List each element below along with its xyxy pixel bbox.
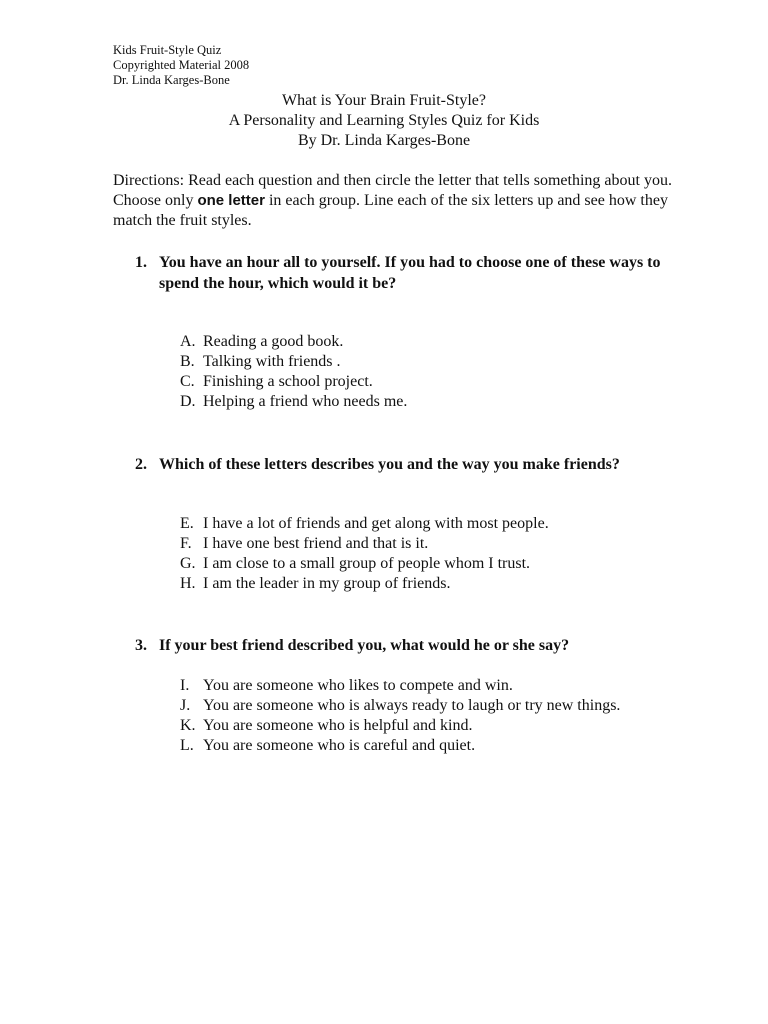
document-subtitle: A Personality and Learning Styles Quiz for Kids [228, 112, 540, 129]
directions-emphasis: one letter [197, 192, 265, 209]
question-number: 3. [135, 637, 147, 654]
directions-paragraph [113, 171, 673, 231]
question-number: 2. [135, 456, 147, 473]
header-copyright: Copyrighted Material 2008 [113, 58, 250, 72]
option-text: Talking with friends . [203, 353, 341, 370]
answer-option-d [180, 392, 660, 412]
option-letter: L. [180, 737, 194, 754]
answer-option-k [180, 716, 660, 736]
option-letter: H. [180, 575, 196, 592]
option-text: Helping a friend who needs me. [203, 393, 408, 410]
option-text: I am close to a small group of people whom I trust. [203, 555, 531, 572]
question-text: If your best friend described you, what would he or she say? [159, 637, 570, 654]
option-text: You are someone who is careful and quiet. [203, 737, 476, 754]
directions-text-end: in each group. Line each of the six letters up and see how they match the fruit styles. [113, 192, 668, 229]
option-letter: B. [180, 353, 195, 370]
question-2 [135, 454, 675, 475]
title-block [0, 91, 768, 151]
option-letter: G. [180, 555, 196, 572]
option-text: I have a lot of friends and get along with most people. [203, 515, 549, 532]
question-3-options [180, 676, 660, 756]
header-quiz-name: Kids Fruit-Style Quiz [113, 43, 222, 57]
option-text: Finishing a school project. [203, 373, 373, 390]
question-1-options [180, 332, 660, 412]
answer-option-b [180, 352, 660, 372]
directions-text-start: Directions: Read each question and then circle the letter that tells something about you. Choose only [113, 172, 672, 209]
answer-option-i [180, 676, 660, 696]
document-byline: By Dr. Linda Karges-Bone [297, 132, 471, 149]
answer-option-f [180, 534, 660, 554]
option-letter: E. [180, 515, 194, 532]
question-number: 1. [135, 254, 147, 271]
question-2-options [180, 514, 660, 594]
answer-option-c [180, 372, 660, 392]
question-3 [135, 635, 675, 656]
question-text: You have an hour all to yourself. If you had to choose one of these ways to spend the hour, which would it be? [159, 254, 661, 292]
answer-option-g [180, 554, 660, 574]
option-text: You are someone who is always ready to laugh or try new things. [203, 697, 621, 714]
option-text: I have one best friend and that is it. [203, 535, 429, 552]
option-letter: F. [180, 535, 192, 552]
option-letter: D. [180, 393, 196, 410]
question-1 [135, 252, 675, 294]
option-letter: K. [180, 717, 196, 734]
option-letter: A. [180, 333, 196, 350]
header-author: Dr. Linda Karges-Bone [113, 73, 230, 87]
answer-option-l [180, 736, 660, 756]
document-title: What is Your Brain Fruit-Style? [282, 92, 486, 109]
answer-option-e [180, 514, 660, 534]
answer-option-h [180, 574, 660, 594]
question-text: Which of these letters describes you and the way you make friends? [159, 456, 620, 473]
document-header [113, 43, 249, 88]
option-letter: C. [180, 373, 195, 390]
option-letter: I. [180, 677, 190, 694]
option-letter: J. [180, 697, 191, 714]
answer-option-j [180, 696, 660, 716]
answer-option-a [180, 332, 660, 352]
option-text: I am the leader in my group of friends. [203, 575, 451, 592]
option-text: Reading a good book. [203, 333, 344, 350]
option-text: You are someone who likes to compete and win. [203, 677, 513, 694]
option-text: You are someone who is helpful and kind. [203, 717, 473, 734]
